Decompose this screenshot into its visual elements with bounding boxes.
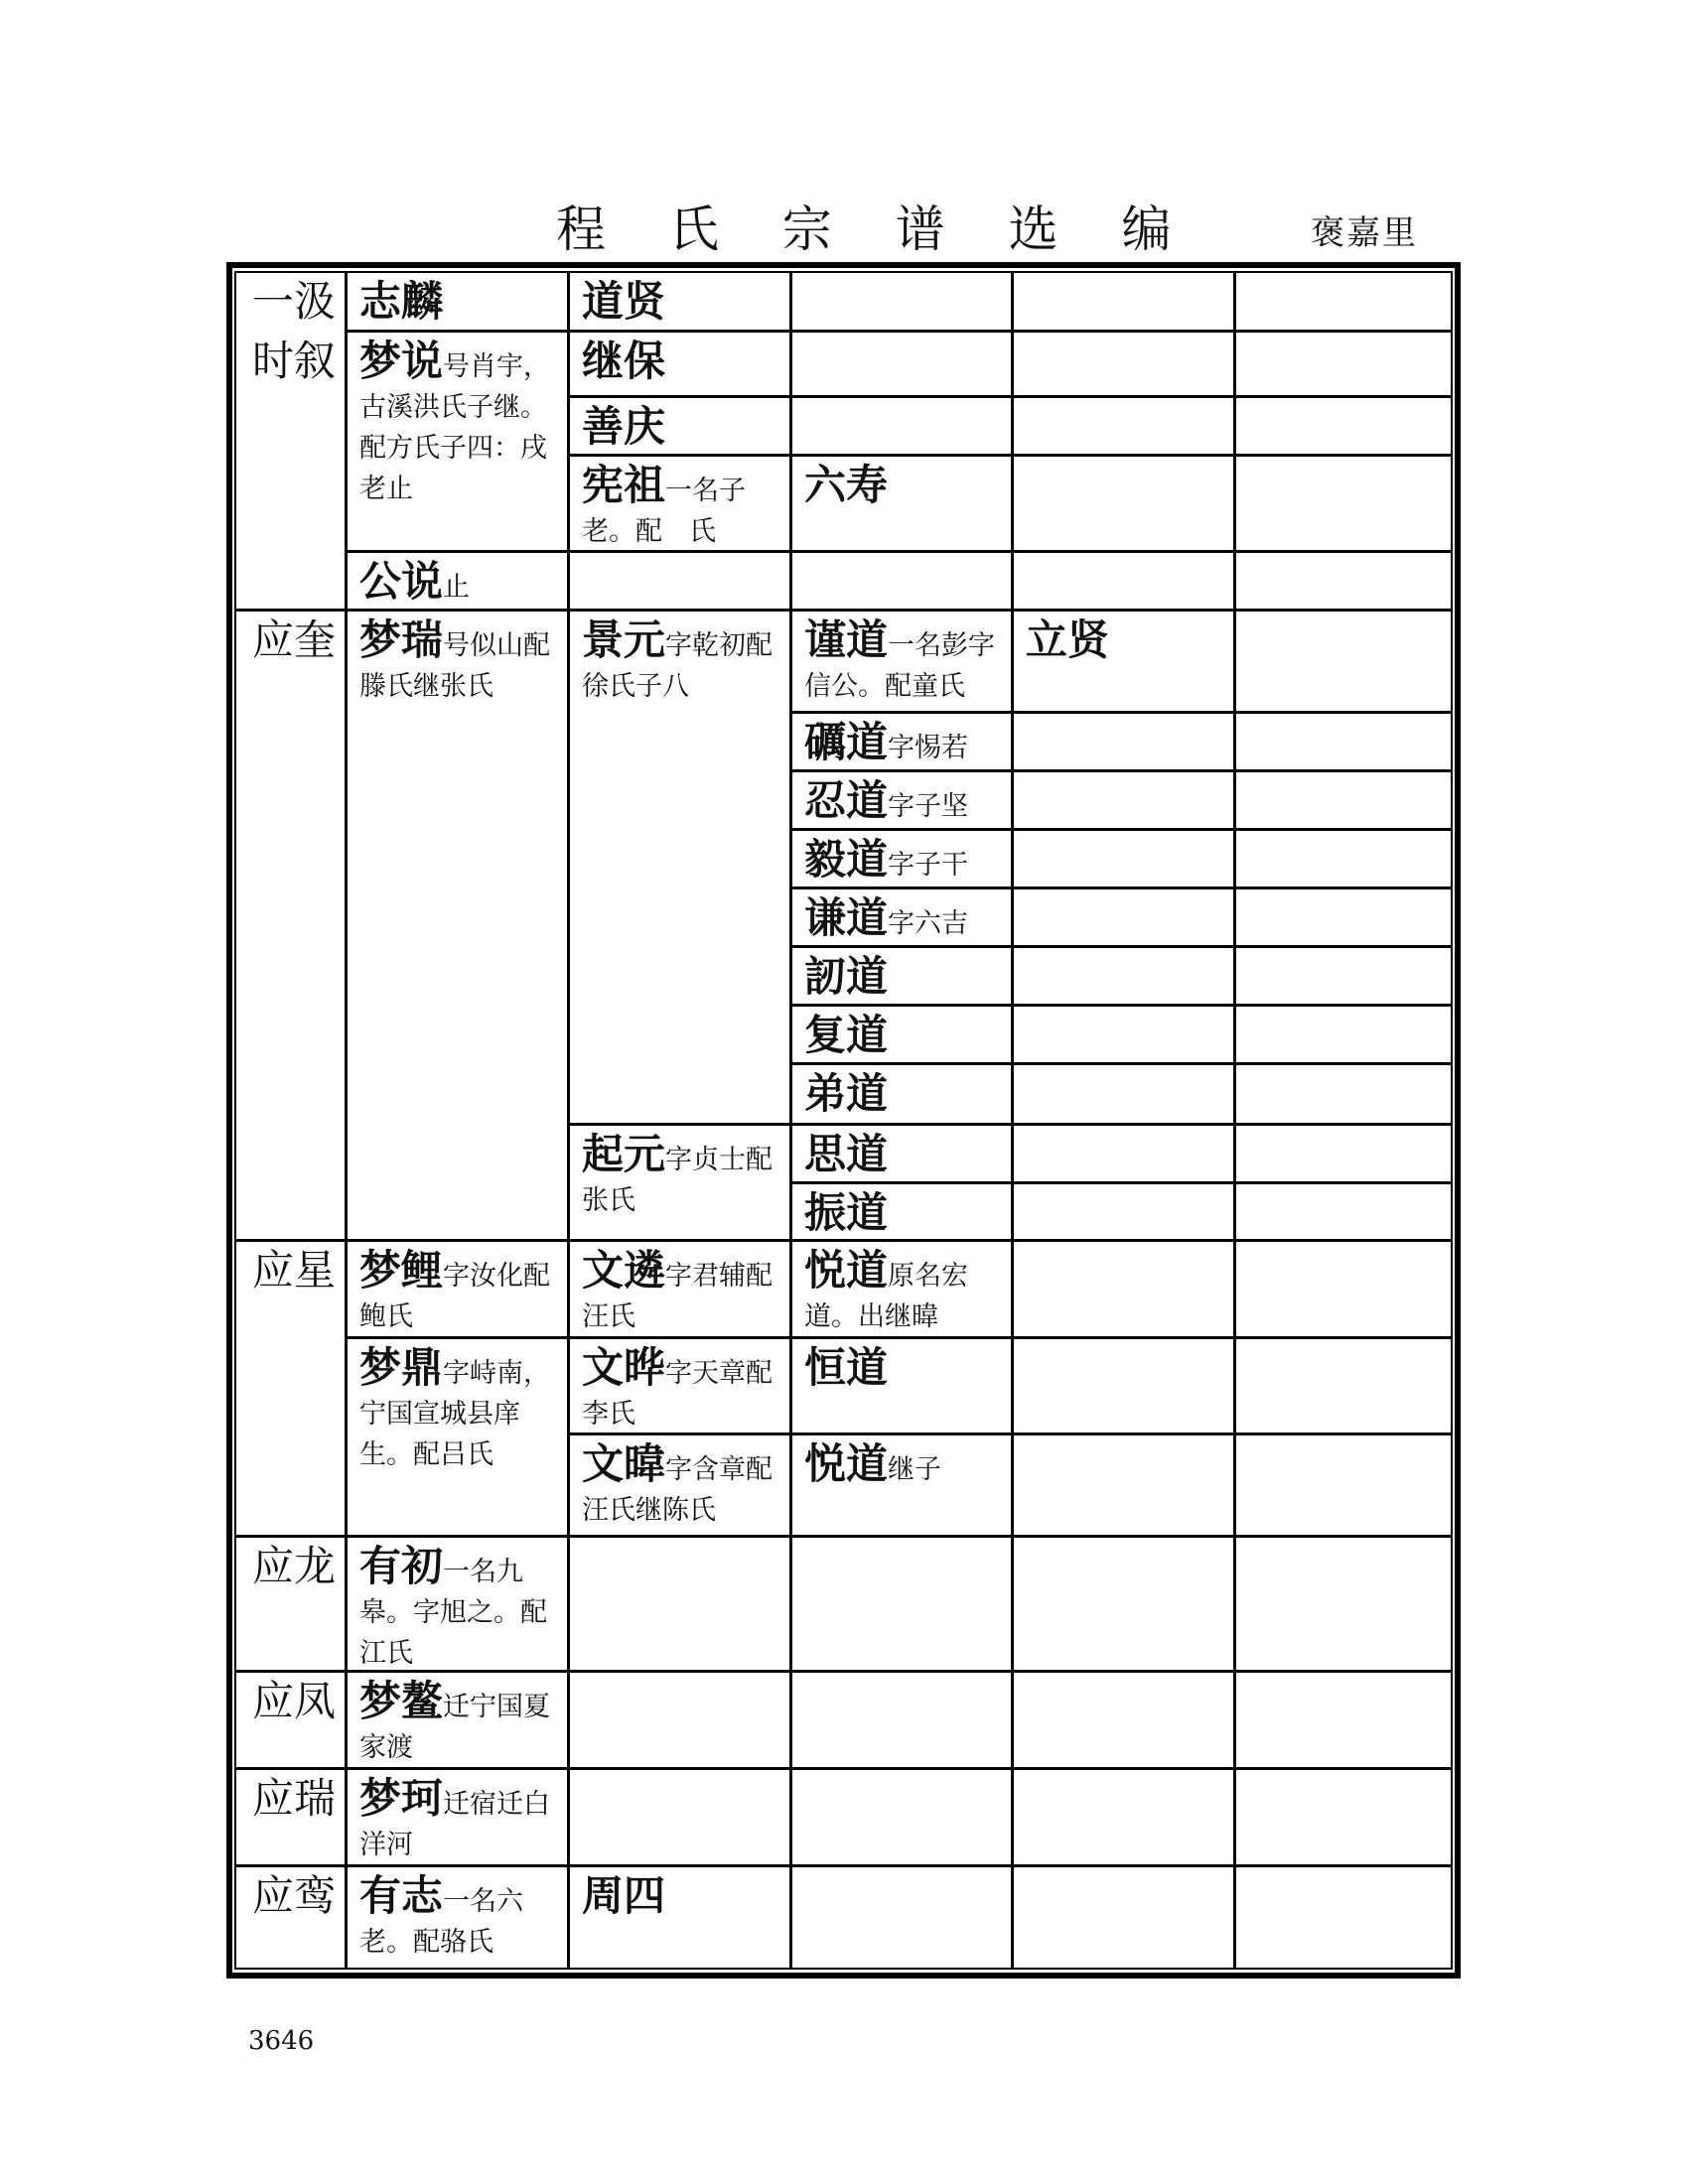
genealogy-cell <box>792 1435 1011 1535</box>
generation-cell <box>236 1538 345 1670</box>
generation-label: 一汲 <box>252 277 337 326</box>
page-subtitle: 褒嘉里 <box>1311 213 1418 253</box>
genealogy-cell <box>348 1339 567 1535</box>
person-name: 立贤 <box>1026 615 1110 664</box>
person-name: 梦鳌 <box>359 1677 444 1725</box>
genealogy-cell <box>792 1007 1011 1062</box>
person-note: 字惕若 <box>888 733 969 763</box>
person-name: 起元 <box>582 1130 666 1178</box>
person-name: 谦道 <box>804 893 889 942</box>
person-name: 善庆 <box>582 402 666 451</box>
person-name: 有志 <box>359 1871 444 1920</box>
person-note: 字乾初配徐氏子八 <box>582 630 774 702</box>
person-note: 继子 <box>888 1454 942 1485</box>
genealogy-cell <box>570 457 789 550</box>
genealogy-cell <box>792 889 1011 945</box>
person-name: 继保 <box>582 337 666 385</box>
generation-cell <box>236 612 345 1239</box>
generation-cell <box>236 1867 345 1968</box>
person-note: 迁宿迁白洋河 <box>359 1789 551 1860</box>
person-note: 字六吉 <box>888 908 969 939</box>
genealogy-cell <box>570 1435 789 1535</box>
person-name: 宪祖 <box>582 461 666 509</box>
genealogy-cell <box>792 1065 1011 1123</box>
genealogy-cell <box>348 1538 567 1670</box>
genealogy-cell <box>348 1867 567 1968</box>
person-note: 字峙南，宁国宣城县庠生。配吕氏 <box>359 1358 551 1470</box>
page-title: 程 氏 宗 谱 选 编 <box>556 201 1196 258</box>
person-name: 文遴 <box>582 1246 666 1295</box>
person-name: 周四 <box>582 1871 666 1920</box>
person-note: 一名九皋。字旭之。配江氏 <box>359 1557 547 1669</box>
generation-cell <box>236 273 345 330</box>
person-name: 公说 <box>359 557 444 606</box>
person-name: 景元 <box>582 615 666 664</box>
genealogy-cell <box>792 1126 1011 1181</box>
person-note: 一名彭字信公。配童氏 <box>804 630 996 702</box>
person-name: 振道 <box>804 1188 889 1237</box>
person-name: 弟道 <box>804 1069 889 1118</box>
generation-label: 应瑞 <box>252 1774 337 1823</box>
generation-cell <box>236 333 345 609</box>
genealogy-cell <box>792 1339 1011 1433</box>
genealogy-cell <box>1014 612 1233 711</box>
generation-cell <box>236 1673 345 1767</box>
genealogy-cell <box>792 772 1011 828</box>
generation-label: 应龙 <box>252 1542 337 1590</box>
person-note: 止 <box>443 572 471 603</box>
person-name: 悦道 <box>804 1246 889 1295</box>
page-number: 3646 <box>248 2026 315 2056</box>
person-name: 梦鼎 <box>359 1343 444 1392</box>
genealogy-cell <box>570 1242 789 1336</box>
person-name: 梦珂 <box>359 1774 444 1823</box>
column-line <box>1233 271 1236 1970</box>
generation-label: 应奎 <box>252 615 337 664</box>
generation-cell <box>236 1770 345 1864</box>
genealogy-cell <box>570 1867 789 1968</box>
genealogy-cell <box>348 1770 567 1864</box>
genealogy-cell <box>348 553 567 609</box>
column-line <box>1011 271 1014 1970</box>
person-name: 文晔 <box>582 1343 666 1392</box>
person-name: 訒道 <box>804 952 889 1001</box>
generation-label: 时叙 <box>252 337 337 385</box>
genealogy-cell <box>792 831 1011 887</box>
person-note: 原名宏道。出继暐 <box>804 1261 969 1332</box>
genealogy-cell <box>570 333 789 395</box>
person-note: 字含章配汪氏继陈氏 <box>582 1454 774 1526</box>
person-note: 迁宁国夏家渡 <box>359 1692 551 1763</box>
genealogy-cell <box>348 1242 567 1336</box>
genealogy-cell <box>570 1339 789 1433</box>
genealogy-cell <box>348 612 567 1239</box>
person-name: 梦鲤 <box>359 1246 444 1295</box>
person-note: 字子干 <box>888 850 969 881</box>
generation-label: 应凤 <box>252 1677 337 1725</box>
person-name: 恒道 <box>804 1343 889 1392</box>
genealogy-cell <box>570 273 789 330</box>
person-note: 号似山配滕氏继张氏 <box>359 630 551 702</box>
person-name: 毅道 <box>804 835 889 884</box>
genealogy-cell <box>792 1184 1011 1239</box>
person-name: 悦道 <box>804 1439 889 1488</box>
genealogy-cell <box>792 457 1011 550</box>
person-note: 号肖宇，古溪洪氏子继。配方氏子四：戌老止 <box>359 351 551 504</box>
person-note: 字子坚 <box>888 791 969 822</box>
genealogy-cell <box>570 398 789 454</box>
person-note: 一名六老。配骆氏 <box>359 1886 524 1958</box>
genealogy-cell <box>792 1242 1011 1336</box>
person-note: 字汝化配鲍氏 <box>359 1261 551 1332</box>
person-name: 有初 <box>359 1542 444 1590</box>
person-name: 复道 <box>804 1011 889 1059</box>
person-name: 思道 <box>804 1130 889 1178</box>
person-name: 梦瑞 <box>359 615 444 664</box>
genealogy-cell <box>570 1126 789 1239</box>
person-name: 文暐 <box>582 1439 666 1488</box>
generation-cell <box>236 1242 345 1535</box>
genealogy-cell <box>792 714 1011 769</box>
genealogy-cell <box>348 333 567 550</box>
person-name: 谨道 <box>804 615 889 664</box>
person-name: 志麟 <box>359 277 444 326</box>
person-note: 字君辅配汪氏 <box>582 1261 774 1332</box>
genealogy-cell <box>792 948 1011 1004</box>
person-note: 一名子老。配 氏 <box>582 476 747 547</box>
genealogy-cell <box>348 273 567 330</box>
genealogy-cell <box>348 1673 567 1767</box>
generation-label: 应星 <box>252 1246 337 1295</box>
person-name: 六寿 <box>804 461 889 509</box>
person-name: 梦说 <box>359 337 444 385</box>
genealogy-cell <box>570 612 789 1123</box>
genealogy-cell <box>792 612 1011 711</box>
person-note: 字天章配李氏 <box>582 1358 774 1430</box>
person-name: 道贤 <box>582 277 666 326</box>
person-name: 忍道 <box>804 776 889 825</box>
person-note: 字贞士配张氏 <box>582 1145 774 1216</box>
generation-label: 应鸾 <box>252 1871 337 1920</box>
person-name: 礪道 <box>804 718 889 766</box>
